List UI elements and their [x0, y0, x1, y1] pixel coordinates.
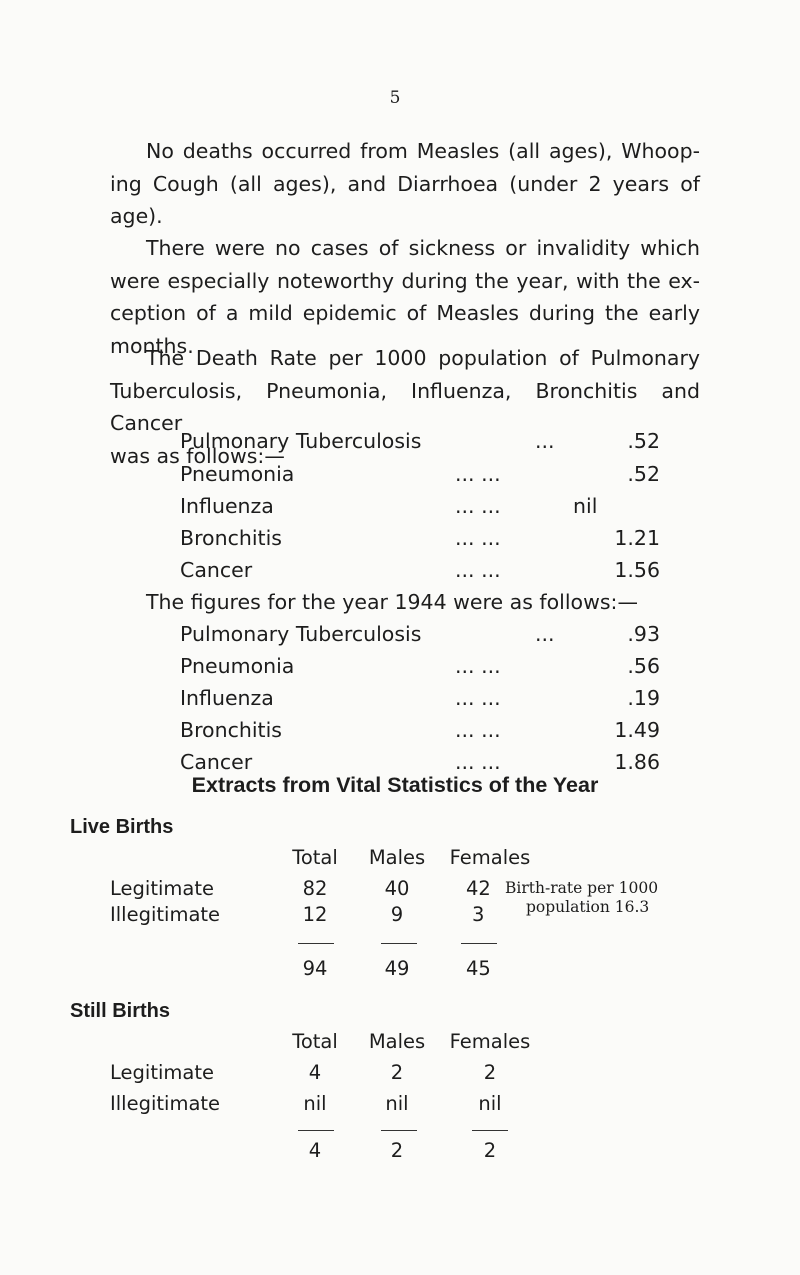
rate-dots: ... ... [455, 462, 501, 486]
live-header-females: Females [449, 846, 531, 869]
rate-row [0, 622, 800, 652]
rate-row [0, 429, 800, 459]
still-total-females: 2 [483, 1139, 497, 1162]
still-total-males: 2 [390, 1139, 404, 1162]
paragraph-line: The Death Rate per 1000 population of Pulmonary [146, 346, 700, 370]
rate-dots: ... ... [455, 686, 501, 710]
still-cell-males: 2 [390, 1061, 404, 1084]
rate-value: 1.49 [614, 718, 660, 742]
live-row-label: Legitimate [110, 877, 214, 900]
live-cell-males: 9 [390, 903, 404, 926]
rate-dots: ... [535, 622, 555, 646]
rate-label: Pneumonia [180, 654, 295, 678]
rate-dots: ... ... [455, 494, 501, 518]
paragraph-line: ception of a mild epidemic of Measles during the early [110, 301, 700, 326]
rate-label: Bronchitis [180, 718, 282, 742]
still-cell-females: nil [478, 1092, 502, 1115]
total-divider [298, 1130, 334, 1131]
total-divider [472, 1130, 508, 1131]
rate-label: Influenza [180, 686, 274, 710]
live-cell-total: 82 [302, 877, 328, 900]
birth-rate-note-line1: Birth-rate per 1000 [505, 879, 659, 897]
rate-dots: ... ... [455, 526, 501, 550]
rate-value: 1.56 [614, 558, 660, 582]
still-cell-females: 2 [483, 1061, 497, 1084]
still-header-males: Males [368, 1030, 426, 1053]
paragraph-line: were especially noteworthy during the year, with the ex- [110, 268, 700, 293]
total-divider [461, 943, 497, 944]
rate-value: nil [573, 494, 598, 518]
paragraph-line: Tuberculosis, Pneumonia, Influenza, Bronchitis and Cancer [110, 378, 700, 436]
still-cell-total: nil [303, 1092, 327, 1115]
rate-label: Influenza [180, 494, 274, 518]
live-header-males: Males [368, 846, 426, 869]
live-total-total: 94 [302, 957, 328, 980]
rate-label: Pulmonary Tuberculosis [180, 429, 422, 453]
paragraph-line: There were no cases of sickness or invalidity which [146, 236, 700, 260]
paragraph-line: No deaths occurred from Measles (all ages), Whoop- [146, 139, 700, 163]
rate-label: Pulmonary Tuberculosis [180, 622, 422, 646]
rate-row [0, 718, 800, 748]
still-births-title: Still Births [70, 1000, 171, 1022]
still-row-label: Illegitimate [110, 1092, 221, 1115]
paragraph-line: age). [110, 204, 163, 229]
paragraph-line: was as follows:— [110, 443, 285, 468]
live-header-total: Total [292, 846, 338, 869]
rate-label: Cancer [180, 558, 253, 582]
rate-value: .52 [627, 429, 660, 453]
paragraph-deaths [110, 135, 700, 233]
live-births-title: Live Births [70, 816, 174, 838]
rate-row [0, 462, 800, 492]
live-total-females: 45 [466, 957, 491, 980]
rate-dots: ... ... [455, 558, 501, 582]
rate-dots: ... ... [455, 750, 501, 774]
rate-row [0, 558, 800, 588]
still-header-females: Females [449, 1030, 531, 1053]
rate-dots: ... ... [455, 718, 501, 742]
rates-1944-intro: The figures for the year 1944 were as follows:— [146, 590, 638, 614]
rate-value: .19 [627, 686, 660, 710]
page-number: 5 [389, 88, 401, 108]
paragraph-line: months. [110, 333, 194, 358]
total-divider [381, 1130, 417, 1131]
rate-label: Bronchitis [180, 526, 282, 550]
still-total-total: 4 [308, 1139, 322, 1162]
rate-row [0, 686, 800, 716]
live-total-males: 49 [384, 957, 410, 980]
rate-row [0, 526, 800, 556]
total-divider [298, 943, 334, 944]
live-cell-total: 12 [302, 903, 328, 926]
rate-row [0, 654, 800, 684]
still-row-label: Legitimate [110, 1061, 214, 1084]
rate-dots: ... ... [455, 654, 501, 678]
live-cell-females: 42 [466, 877, 491, 900]
rate-row [0, 494, 800, 524]
total-divider [381, 943, 417, 944]
still-cell-total: 4 [308, 1061, 322, 1084]
still-header-total: Total [292, 1030, 338, 1053]
rate-value: .52 [627, 462, 660, 486]
rate-label: Pneumonia [180, 462, 295, 486]
live-cell-females: 3 [472, 903, 485, 926]
vital-statistics-heading: Extracts from Vital Statistics of the Year [191, 773, 599, 797]
birth-rate-note-line2: population 16.3 [526, 898, 650, 916]
rate-dots: ... [535, 429, 555, 453]
live-row-label: Illegitimate [110, 903, 221, 926]
rate-value: 1.86 [614, 750, 660, 774]
rate-value: .56 [627, 654, 660, 678]
rate-label: Cancer [180, 750, 253, 774]
still-cell-males: nil [385, 1092, 409, 1115]
rate-value: .93 [627, 622, 660, 646]
paragraph-line: ing Cough (all ages), and Diarrhoea (under 2 years of [110, 171, 700, 196]
rate-value: 1.21 [614, 526, 660, 550]
live-cell-males: 40 [384, 877, 410, 900]
